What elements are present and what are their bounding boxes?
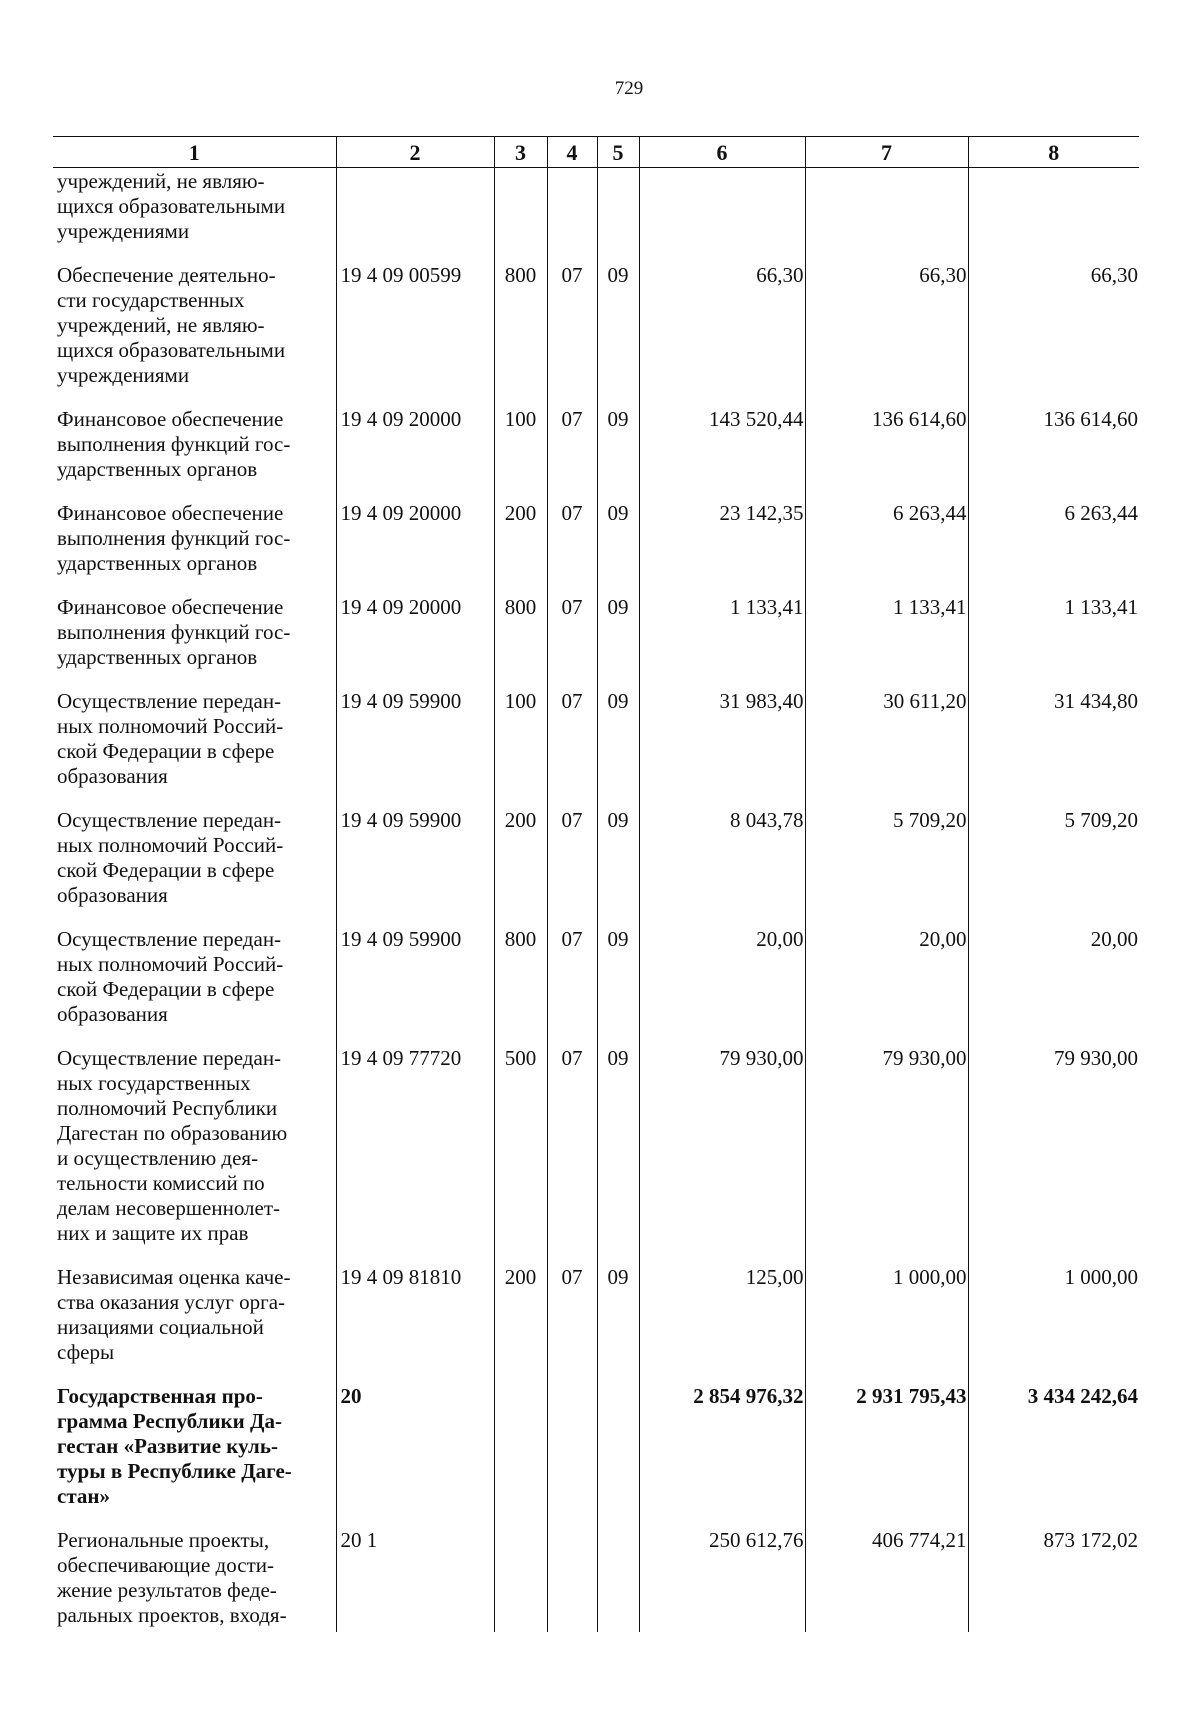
row-column-3-cell: 800 xyxy=(494,588,547,682)
row-column-5-cell: 09 xyxy=(597,256,639,400)
column-header: 7 xyxy=(805,137,968,168)
table-row xyxy=(53,400,1139,494)
row-code-cell: 19 4 09 20000 xyxy=(336,400,494,494)
row-amount-6-cell: 79 930,00 xyxy=(639,1039,805,1258)
row-amount-8-cell: 20,00 xyxy=(968,920,1139,1039)
row-amount-8-cell: 31 434,80 xyxy=(968,682,1139,801)
row-amount-7-cell: 66,30 xyxy=(805,256,968,400)
row-amount-8-cell: 66,30 xyxy=(968,256,1139,400)
column-header: 4 xyxy=(547,137,597,168)
row-amount-8-cell xyxy=(968,168,1139,257)
row-name-cell: Государственная про- грамма Республики Да- гестан «Развитие куль- туры в Республике Даге- стан» xyxy=(53,1377,336,1521)
row-amount-7-cell xyxy=(805,168,968,257)
row-column-4-cell: 07 xyxy=(547,1258,597,1377)
row-column-4-cell: 07 xyxy=(547,494,597,588)
column-header: 5 xyxy=(597,137,639,168)
row-column-4-cell xyxy=(547,1377,597,1521)
table-row xyxy=(53,801,1139,920)
row-amount-6-cell: 66,30 xyxy=(639,256,805,400)
row-column-5-cell: 09 xyxy=(597,400,639,494)
column-header: 1 xyxy=(53,137,336,168)
row-amount-6-cell: 2 854 976,32 xyxy=(639,1377,805,1521)
table-row xyxy=(53,256,1139,400)
row-code-cell: 19 4 09 20000 xyxy=(336,588,494,682)
row-amount-7-cell: 20,00 xyxy=(805,920,968,1039)
row-name-cell: Региональные проекты, обеспечивающие дости- жение результатов феде- ральных проектов, входя- xyxy=(53,1521,336,1632)
row-amount-8-cell: 3 434 242,64 xyxy=(968,1377,1139,1521)
row-code-cell: 20 1 xyxy=(336,1521,494,1632)
row-column-3-cell: 200 xyxy=(494,1258,547,1377)
row-column-4-cell: 07 xyxy=(547,1039,597,1258)
row-column-5-cell xyxy=(597,1377,639,1521)
row-amount-6-cell: 143 520,44 xyxy=(639,400,805,494)
column-header: 8 xyxy=(968,137,1139,168)
table-row xyxy=(53,1258,1139,1377)
column-header: 3 xyxy=(494,137,547,168)
row-amount-7-cell: 1 133,41 xyxy=(805,588,968,682)
row-column-4-cell: 07 xyxy=(547,588,597,682)
row-column-3-cell: 800 xyxy=(494,920,547,1039)
row-column-3-cell xyxy=(494,1521,547,1632)
row-column-4-cell: 07 xyxy=(547,920,597,1039)
row-column-3-cell: 200 xyxy=(494,494,547,588)
column-header: 2 xyxy=(336,137,494,168)
row-amount-7-cell: 136 614,60 xyxy=(805,400,968,494)
row-name-cell: Финансовое обеспечение выполнения функций гос- ударственных органов xyxy=(53,400,336,494)
table-row xyxy=(53,682,1139,801)
row-name-cell: Осуществление передан- ных полномочий Россий- ской Федерации в сфере образования xyxy=(53,801,336,920)
row-amount-7-cell: 1 000,00 xyxy=(805,1258,968,1377)
column-header: 6 xyxy=(639,137,805,168)
row-amount-8-cell: 1 133,41 xyxy=(968,588,1139,682)
row-amount-6-cell: 23 142,35 xyxy=(639,494,805,588)
row-column-3-cell: 200 xyxy=(494,801,547,920)
row-amount-8-cell: 136 614,60 xyxy=(968,400,1139,494)
row-column-3-cell: 500 xyxy=(494,1039,547,1258)
table-row xyxy=(53,168,1139,257)
row-amount-7-cell: 406 774,21 xyxy=(805,1521,968,1632)
row-column-4-cell: 07 xyxy=(547,256,597,400)
row-amount-6-cell: 20,00 xyxy=(639,920,805,1039)
row-code-cell: 19 4 09 77720 xyxy=(336,1039,494,1258)
row-amount-7-cell: 6 263,44 xyxy=(805,494,968,588)
row-column-4-cell: 07 xyxy=(547,400,597,494)
table-body xyxy=(53,168,1139,1633)
row-column-5-cell: 09 xyxy=(597,588,639,682)
budget-table xyxy=(53,136,1139,1632)
row-amount-6-cell: 1 133,41 xyxy=(639,588,805,682)
table-row xyxy=(53,1377,1139,1521)
row-name-cell: Осуществление передан- ных государственных полномочий Республики Дагестан по образованию и осуществлению дея- тельности комиссий по делам несовершеннолет- них и защите их прав xyxy=(53,1039,336,1258)
row-name-cell: Финансовое обеспечение выполнения функций гос- ударственных органов xyxy=(53,588,336,682)
row-amount-7-cell: 79 930,00 xyxy=(805,1039,968,1258)
table-row xyxy=(53,494,1139,588)
row-column-3-cell xyxy=(494,168,547,257)
header-row xyxy=(53,137,1139,168)
row-name-cell: Независимая оценка каче- ства оказания услуг орга- низациями социальной сферы xyxy=(53,1258,336,1377)
row-amount-6-cell: 250 612,76 xyxy=(639,1521,805,1632)
row-code-cell: 19 4 09 59900 xyxy=(336,682,494,801)
row-amount-8-cell: 1 000,00 xyxy=(968,1258,1139,1377)
row-amount-6-cell: 125,00 xyxy=(639,1258,805,1377)
row-name-cell: Финансовое обеспечение выполнения функций гос- ударственных органов xyxy=(53,494,336,588)
row-column-5-cell: 09 xyxy=(597,1258,639,1377)
row-amount-6-cell: 31 983,40 xyxy=(639,682,805,801)
row-column-5-cell: 09 xyxy=(597,920,639,1039)
row-code-cell: 20 xyxy=(336,1377,494,1521)
row-column-3-cell: 800 xyxy=(494,256,547,400)
row-name-cell: Обеспечение деятельно- сти государственных учреждений, не являю- щихся образовательными учреждениями xyxy=(53,256,336,400)
row-name-cell: Осуществление передан- ных полномочий Россий- ской Федерации в сфере образования xyxy=(53,920,336,1039)
row-amount-8-cell: 5 709,20 xyxy=(968,801,1139,920)
page-number: 729 xyxy=(614,78,644,99)
row-amount-8-cell: 6 263,44 xyxy=(968,494,1139,588)
row-code-cell xyxy=(336,168,494,257)
table-row xyxy=(53,1039,1139,1258)
row-name-cell: Осуществление передан- ных полномочий Россий- ской Федерации в сфере образования xyxy=(53,682,336,801)
row-amount-6-cell xyxy=(639,168,805,257)
row-column-5-cell xyxy=(597,1521,639,1632)
row-code-cell: 19 4 09 20000 xyxy=(336,494,494,588)
row-code-cell: 19 4 09 59900 xyxy=(336,801,494,920)
row-column-5-cell xyxy=(597,168,639,257)
table-row xyxy=(53,1521,1139,1632)
row-amount-7-cell: 30 611,20 xyxy=(805,682,968,801)
row-column-3-cell: 100 xyxy=(494,682,547,801)
row-column-5-cell: 09 xyxy=(597,494,639,588)
row-column-5-cell: 09 xyxy=(597,682,639,801)
row-code-cell: 19 4 09 59900 xyxy=(336,920,494,1039)
row-amount-7-cell: 2 931 795,43 xyxy=(805,1377,968,1521)
row-amount-8-cell: 873 172,02 xyxy=(968,1521,1139,1632)
row-name-cell: учреждений, не являю- щихся образовательными учреждениями xyxy=(53,168,336,257)
row-code-cell: 19 4 09 81810 xyxy=(336,1258,494,1377)
row-column-5-cell: 09 xyxy=(597,801,639,920)
table-row xyxy=(53,920,1139,1039)
row-column-5-cell: 09 xyxy=(597,1039,639,1258)
row-column-4-cell xyxy=(547,1521,597,1632)
row-amount-8-cell: 79 930,00 xyxy=(968,1039,1139,1258)
row-column-4-cell: 07 xyxy=(547,682,597,801)
row-column-4-cell: 07 xyxy=(547,801,597,920)
row-amount-7-cell: 5 709,20 xyxy=(805,801,968,920)
row-column-3-cell xyxy=(494,1377,547,1521)
row-column-3-cell: 100 xyxy=(494,400,547,494)
table-row xyxy=(53,588,1139,682)
row-column-4-cell xyxy=(547,168,597,257)
row-amount-6-cell: 8 043,78 xyxy=(639,801,805,920)
row-code-cell: 19 4 09 00599 xyxy=(336,256,494,400)
